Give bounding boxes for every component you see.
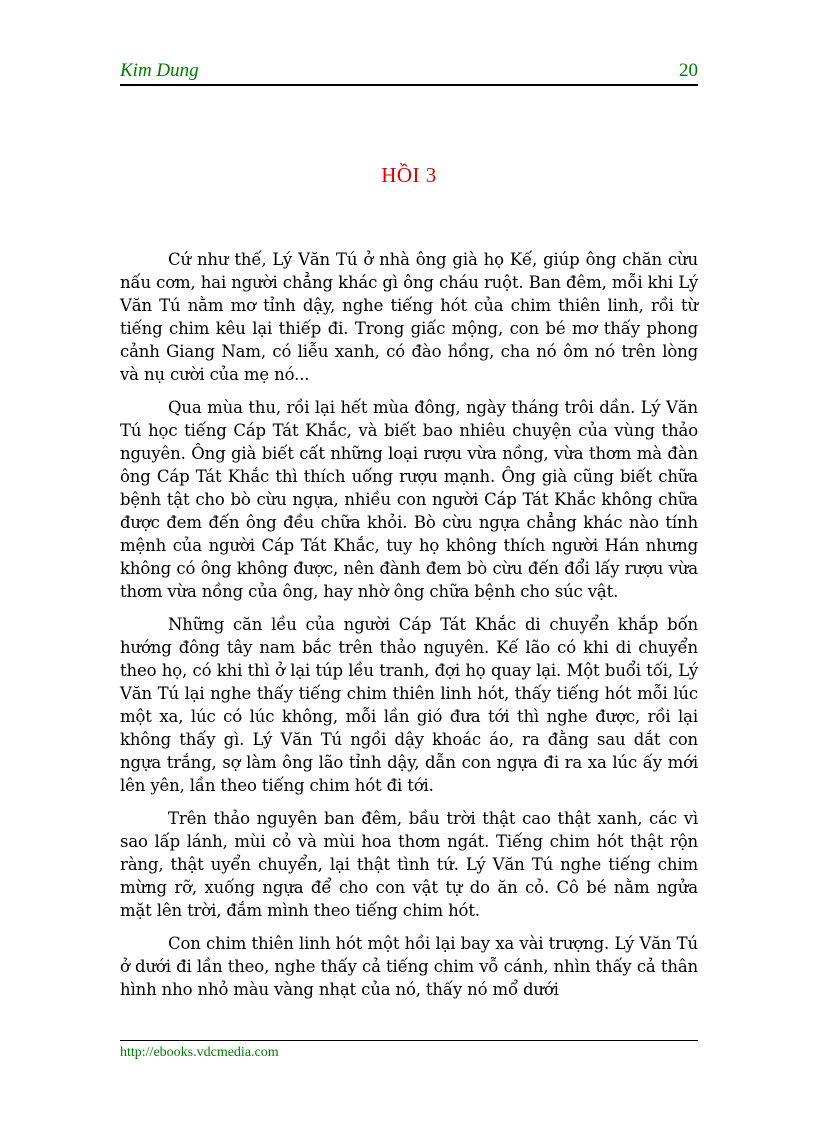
paragraph: Cứ như thế, Lý Văn Tú ở nhà ông già họ Kế, giúp ông chăn cừu nấu cơm, hai người chẳng khác gì ông cháu ruột. Ban đêm, mỗi khi Lý Văn Tú nằm mơ tỉnh dậy, nghe tiếng hót của chim thiên linh, rồi từ tiếng chim kêu lại thiếp đi. Trong giấc mộng, con bé mơ thấy phong cảnh Giang Nam, có liễu xanh, có đào hồng, cha nó ôm nó trên lòng và nụ cười của mẹ nó... — [120, 250, 698, 384]
footer-url[interactable]: http://ebooks.vdcmedia.com — [120, 1045, 279, 1060]
paragraph: Con chim thiên linh hót một hồi lại bay xa vài trượng. Lý Văn Tú ở dưới đi lần theo, nghe thấy cả tiếng chim vỗ cánh, nhìn thấy cả thân hình nho nhỏ màu vàng nhạt của nó, thấy nó mổ dưới — [120, 934, 698, 999]
chapter-title: HỒI 3 — [381, 163, 437, 187]
page-number: 20 — [679, 60, 698, 81]
paragraph: Những căn lều của người Cáp Tát Khắc di chuyển khắp bốn hướng đông tây nam bắc trên thảo nguyên. Kế lão có khi di chuyển theo họ, có khi thì ở lại túp lều tranh, đợi họ quay lại. Một buổi tối, Lý Văn Tú lại nghe thấy tiếng chim thiên linh hót, thấy tiếng hót mỗi lúc một xa, lúc có lúc không, mỗi lần gió đưa tới thì nghe được, rồi lại không thấy gì. Lý Văn Tú ngồi dậy khoác áo, ra đằng sau dắt con ngựa trắng, sợ làm ông lão tỉnh dậy, dẫn con ngựa đi ra xa lúc ấy mới lên yên, lần theo tiếng chim hót đi tới. — [120, 615, 698, 795]
body-text — [120, 248, 698, 1011]
page-header — [120, 60, 698, 86]
footer-divider — [120, 1040, 698, 1041]
paragraph: Trên thảo nguyên ban đêm, bầu trời thật cao thật xanh, các vì sao lấp lánh, mùi cỏ và mùi hoa thơm ngát. Tiếng chim hót thật rộn ràng, thật uyển chuyển, lại thật tình tứ. Lý Văn Tú nghe tiếng chim mừng rỡ, xuống ngựa để cho con vật tự do ăn cỏ. Cô bé nằm ngửa mặt lên trời, đắm mình theo tiếng chim hót. — [120, 809, 698, 920]
header-author: Kim Dung — [120, 60, 199, 81]
paragraph: Qua mùa thu, rồi lại hết mùa đông, ngày tháng trôi dần. Lý Văn Tú học tiếng Cáp Tát Khắc, và biết bao nhiêu chuyện của vùng thảo nguyên. Ông già biết cất những loại rượu vừa nồng, vừa thơm mà đàn ông Cáp Tát Khắc thì thích uống rượu mạnh. Ông già cũng biết chữa bệnh tật cho bò cừu ngựa, nhiều con người Cáp Tát Khắc không chữa được đem đến ông đều chữa khỏi. Bò cừu ngựa chẳng khác nào tính mệnh của người Cáp Tát Khắc, tuy họ không thích người Hán nhưng không có ông không được, nên đành đem bò cừu đến đổi lấy rượu vừa thơm vừa nồng của ông, hay nhờ ông chữa bệnh cho súc vật. — [120, 398, 698, 601]
